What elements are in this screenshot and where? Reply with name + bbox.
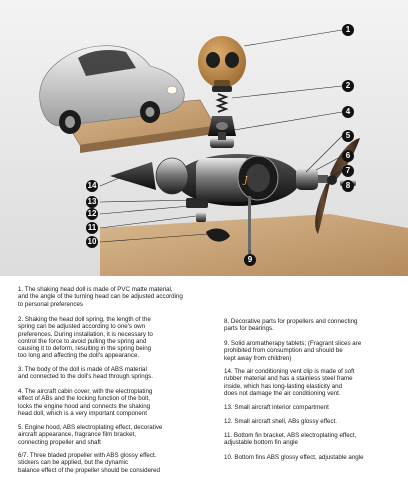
callout-13: 13 — [87, 197, 97, 206]
note-1: 1. The shaking head doll is made of PVC matte material, and the angle of the turning head can be adjusted according to personal preferences — [18, 286, 183, 308]
note-8: 8. Decorative parts for propellers and connecting parts for bearings. — [224, 318, 358, 333]
callout-2: 2 — [342, 80, 354, 92]
callout-6: 6 — [342, 150, 354, 162]
note-2: 2. Shaking the head doll spring, the length of the spring can be adjusted according to one's own preferences. During installation, it is necessary to control the force to avoid pulling the spring and causing it to deform, resulting in the spring being too long and affecting the doll's appearance. — [18, 316, 153, 360]
callout-10: 10 — [87, 237, 97, 246]
note-4: 4. The aircraft cabin cover, with the electroplating effect of ABs and the locking function of the bolt, locks the engine hood and connects the shaking head doll, which is a very important component — [18, 388, 153, 417]
note-10: 10. Bottom fins ABS glossy effect, adjustable angle — [224, 454, 364, 461]
note-9: 9. Solid aromatherapy tablets; (Fragrant slices are prohibited from consumption and should be kept away from children) — [224, 340, 362, 362]
callout-9: 9 — [244, 254, 256, 266]
aromatherapy-tablet-icon — [248, 196, 251, 254]
note-14: 14. The air conditioning vent clip is made of soft rubber material and has a stainless steel frame inside, which has long-lasting elasticity and does not damage the air conditioning vent. — [224, 368, 355, 397]
callout-1: 1 — [342, 24, 354, 36]
callout-11: 11 — [87, 223, 97, 232]
note-11: 11. Bottom fin bracket, ABS electroplating effect, adjustable bottom fin angle — [224, 432, 357, 447]
callout-12: 12 — [87, 209, 97, 218]
note-5: 5. Engine hood, ABS electroplating effect, decorative aircraft appearance, fragrance film bracket, connecting propeller and shaft — [18, 424, 163, 446]
note-12: 12. Small aircraft shell, ABs glossy effect. — [224, 418, 338, 425]
note-13: 13. Small aircraft interior compartment — [224, 404, 329, 411]
svg-text:J: J — [244, 176, 248, 186]
callout-5: 5 — [342, 130, 354, 142]
callout-14: 14 — [87, 181, 97, 190]
note-6-7: 6/7. Three bladed propeller with ABS glossy effect. stickers can be applied, but the dynamic balance effect of the propeller should be considered — [18, 452, 160, 474]
callout-4: 4 — [342, 106, 354, 118]
component-notes — [0, 284, 408, 498]
callout-7: 7 — [342, 165, 354, 177]
note-3: 3. The body of the doll is made of ABS material and connected to the doll's head through springs. — [18, 366, 153, 381]
callout-8: 8 — [342, 180, 354, 192]
